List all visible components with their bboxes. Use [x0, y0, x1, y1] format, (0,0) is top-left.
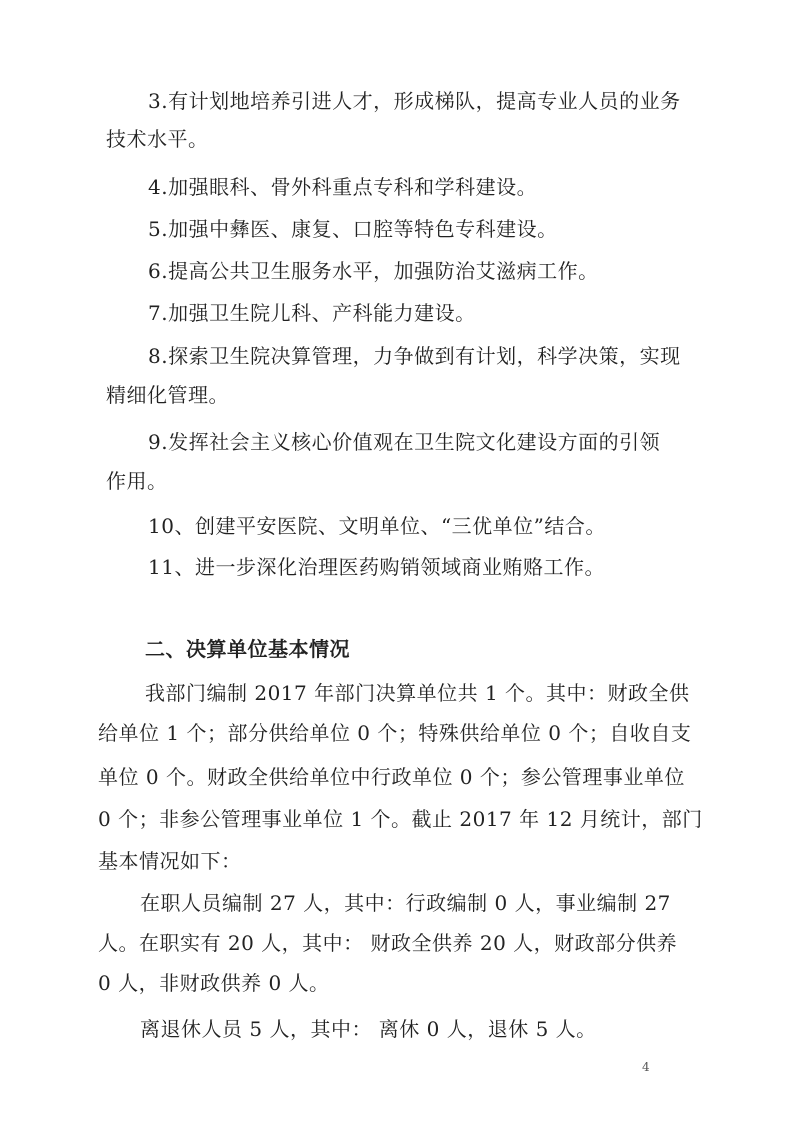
section-2-para-2-line-1: 在职人员编制 27 人，其中：行政编制 0 人，事业编制 27 [140, 891, 671, 915]
item-8-line-1: 8.探索卫生院决算管理，力争做到有计划，科学决策，实现 [148, 344, 681, 368]
section-2-para-1-line-3: 单位 0 个。财政全供给单位中行政单位 0 个；参公管理事业单位 [98, 765, 685, 789]
section-2-para-1-line-5: 基本情况如下： [98, 849, 242, 873]
item-4: 4.加强眼科、骨外科重点专科和学科建设。 [148, 175, 538, 199]
item-9-line-2: 作用。 [106, 469, 168, 493]
section-2-heading: 二、决算单位基本情况 [145, 637, 350, 661]
section-2-para-2-line-2: 人。在职实有 20 人，其中： 财政全供养 20 人，财政部分供养 [98, 931, 678, 955]
section-2-para-1-line-4: 0 个；非参公管理事业单位 1 个。截止 2017 年 12 月统计，部门 [98, 807, 703, 831]
item-8-line-2: 精细化管理。 [106, 383, 229, 407]
section-2-para-1-line-2: 给单位 1 个；部分供给单位 0 个；特殊供给单位 0 个；自收自支 [98, 721, 692, 745]
item-9-line-1: 9.发挥社会主义核心价值观在卫生院文化建设方面的引领 [148, 430, 661, 454]
item-5: 5.加强中彝医、康复、口腔等特色专科建设。 [148, 217, 558, 241]
section-2-para-1-line-1: 我部门编制 2017 年部门决算单位共 1 个。其中：财政全供 [145, 681, 690, 705]
section-2-para-2-line-3: 0 人，非财政供养 0 人。 [98, 971, 330, 995]
item-10: 10、创建平安医院、文明单位、“三优单位”结合。 [148, 514, 606, 538]
item-3-line-2: 技术水平。 [106, 127, 209, 151]
item-3-line-1: 3.有计划地培养引进人才，形成梯队，提高专业人员的业务 [148, 89, 681, 113]
item-11: 11、进一步深化治理医药购销领域商业贿赂工作。 [148, 555, 605, 579]
page-number: 4 [642, 1060, 650, 1074]
item-6: 6.提高公共卫生服务水平，加强防治艾滋病工作。 [148, 259, 599, 283]
section-2-para-3-line-1: 离退休人员 5 人，其中： 离休 0 人，退休 5 人。 [140, 1017, 597, 1041]
item-7: 7.加强卫生院儿科、产科能力建设。 [148, 301, 476, 325]
